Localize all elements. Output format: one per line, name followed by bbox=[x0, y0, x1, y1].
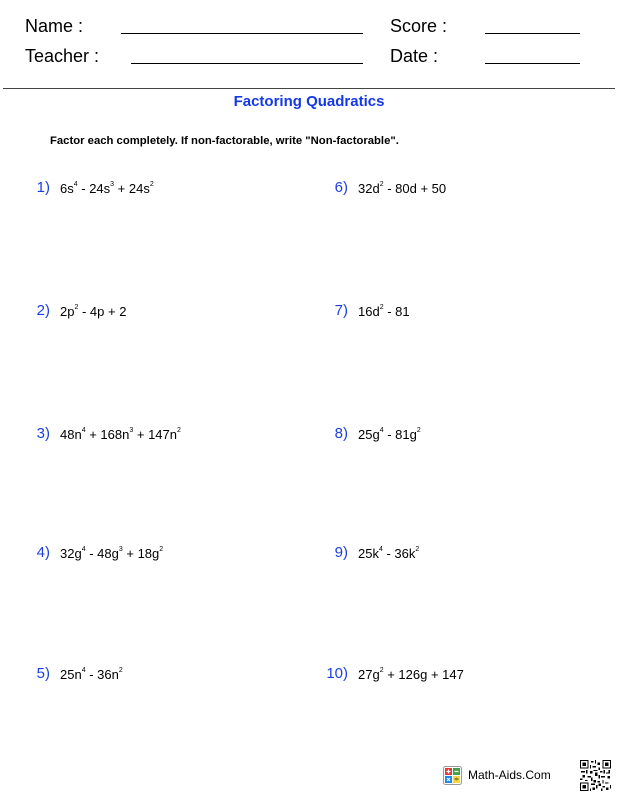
problem-number: 10) bbox=[326, 665, 348, 682]
term-text: + 18g bbox=[122, 546, 160, 561]
problem-expression bbox=[60, 666, 123, 684]
exponent: 4 bbox=[81, 427, 86, 434]
problem-expression bbox=[358, 545, 419, 563]
teacher-field[interactable] bbox=[131, 63, 363, 64]
exponent: 4 bbox=[81, 667, 86, 674]
term-text: - 24s bbox=[77, 181, 111, 196]
score-field[interactable] bbox=[485, 33, 580, 34]
exponent: 2 bbox=[149, 181, 154, 188]
exponent: 2 bbox=[74, 304, 79, 311]
problem-number: 6) bbox=[334, 179, 348, 196]
term-text: 25n bbox=[60, 667, 82, 682]
problem-expression bbox=[60, 426, 181, 444]
date-label: Date : bbox=[390, 46, 439, 66]
exponent: 4 bbox=[81, 546, 86, 553]
exponent: 2 bbox=[118, 667, 123, 674]
term-text: - 36k bbox=[382, 546, 416, 561]
exponent: 2 bbox=[379, 667, 384, 674]
worksheet-title: Factoring Quadratics bbox=[233, 93, 385, 110]
term-text: + 147n bbox=[133, 427, 178, 442]
problem-number: 4) bbox=[36, 544, 50, 561]
problem-expression bbox=[60, 545, 163, 563]
date-field[interactable] bbox=[485, 63, 580, 64]
problem-expression bbox=[358, 180, 446, 198]
problem-expression bbox=[358, 426, 421, 444]
exponent: 3 bbox=[118, 546, 123, 553]
header-divider bbox=[3, 88, 615, 89]
term-text: + 126g + 147 bbox=[383, 667, 464, 682]
problem-expression bbox=[60, 303, 126, 321]
exponent: 2 bbox=[416, 427, 421, 434]
term-text: - 36n bbox=[85, 667, 119, 682]
exponent: 3 bbox=[110, 181, 115, 188]
term-text: 32d bbox=[358, 181, 380, 196]
term-text: - 80d + 50 bbox=[383, 181, 447, 196]
problem-number: 1) bbox=[36, 179, 50, 196]
exponent: 2 bbox=[415, 546, 420, 553]
exponent: 4 bbox=[73, 181, 78, 188]
term-text: 25k bbox=[358, 546, 379, 561]
name-label: Name : bbox=[25, 16, 84, 36]
calculator-icon bbox=[443, 766, 462, 785]
problem-number: 8) bbox=[334, 425, 348, 442]
exponent: 4 bbox=[379, 427, 384, 434]
term-text: - 81 bbox=[383, 304, 410, 319]
qr-code-icon bbox=[580, 760, 611, 791]
instructions: Factor each completely. If non-factorable, write "Non-factorable". bbox=[50, 135, 399, 147]
term-text: 48n bbox=[60, 427, 82, 442]
teacher-label: Teacher : bbox=[25, 46, 100, 66]
problem-number: 9) bbox=[334, 544, 348, 561]
problem-expression bbox=[358, 303, 410, 321]
problem-number: 5) bbox=[36, 665, 50, 682]
problem-number: 2) bbox=[36, 302, 50, 319]
term-text: + 168n bbox=[85, 427, 130, 442]
problem-number: 3) bbox=[36, 425, 50, 442]
exponent: 4 bbox=[378, 546, 383, 553]
term-text: 6s bbox=[60, 181, 74, 196]
term-text: - 4p + 2 bbox=[78, 304, 127, 319]
problem-number: 7) bbox=[334, 302, 348, 319]
exponent: 2 bbox=[379, 181, 384, 188]
term-text: 2p bbox=[60, 304, 75, 319]
term-text: 32g bbox=[60, 546, 82, 561]
exponent: 3 bbox=[129, 427, 134, 434]
exponent: 2 bbox=[177, 427, 181, 434]
score-label: Score : bbox=[390, 16, 448, 36]
exponent: 2 bbox=[379, 304, 384, 311]
term-text: 16d bbox=[358, 304, 380, 319]
problem-expression bbox=[60, 180, 154, 198]
term-text: + 24s bbox=[114, 181, 150, 196]
problem-expression bbox=[358, 666, 464, 684]
term-text: 27g bbox=[358, 667, 380, 682]
site-name[interactable]: Math-Aids.Com bbox=[468, 768, 551, 782]
exponent: 2 bbox=[159, 546, 164, 553]
term-text: - 81g bbox=[383, 427, 417, 442]
term-text: - 48g bbox=[85, 546, 119, 561]
term-text: 25g bbox=[358, 427, 380, 442]
name-field[interactable] bbox=[121, 33, 363, 34]
